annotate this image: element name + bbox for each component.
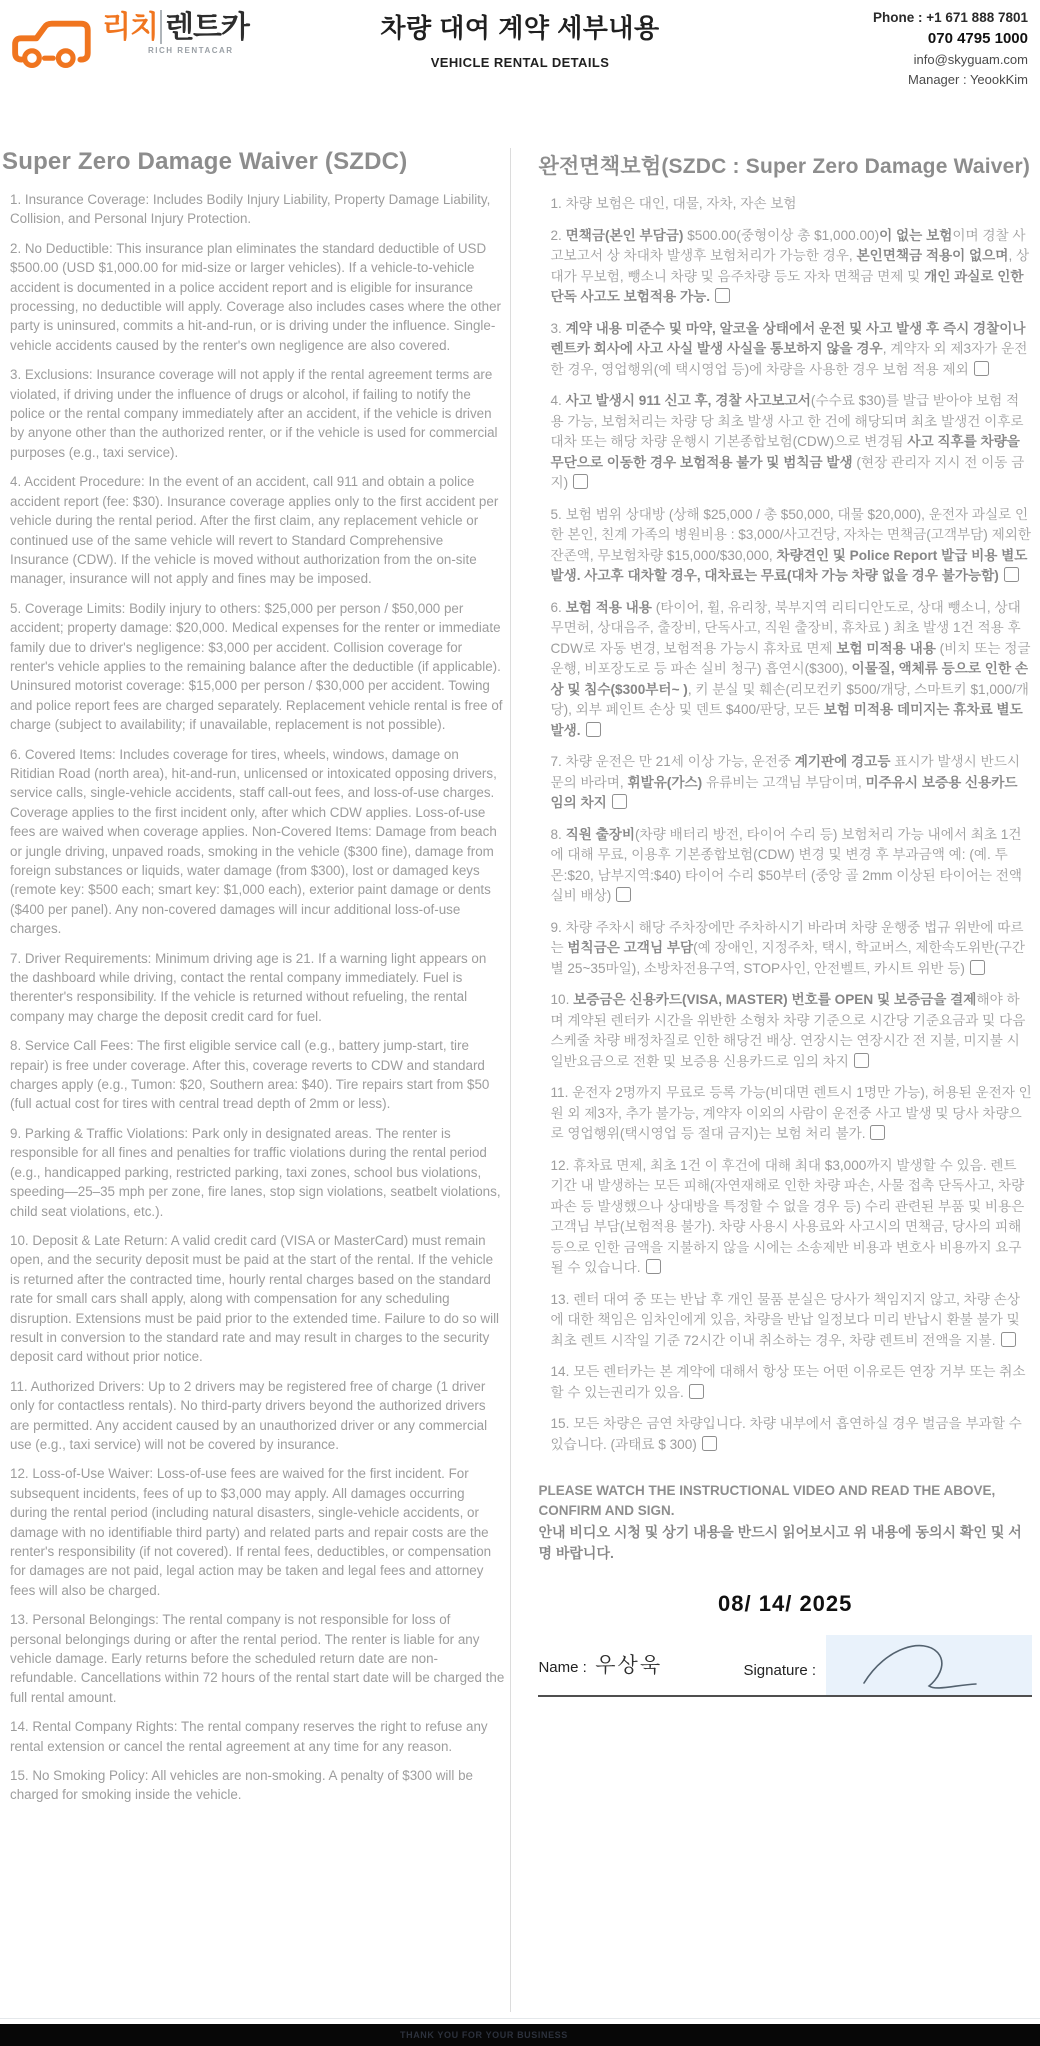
confirm-notice-english: PLEASE WATCH THE INSTRUCTIONAL VIDEO AND READ THE ABOVE, CONFIRM AND SIGN. (538, 1483, 996, 1518)
footer-bar (0, 2024, 1040, 2046)
terms-paragraph-en: 9. Parking & Traffic Violations: Park only in designated areas. The renter is responsible for all fines and penalties for traffic violations during the rental period (e.g., handicapped parking, restricted parking, taxi zones, school bus violations, speeding—25–35 mph per zone, fire lanes, stop sign violations, seatbelt violations, child seat violations, etc.). (10, 1125, 501, 1219)
terms-text-bold: 차량견인 및 Police Report 발급 비용 별도 발생. 사고후 대차할 경우, 대차료는 무료(대차 가능 차량 없을 경우 불가능함) (550, 547, 1028, 583)
agreement-checkbox[interactable] (970, 960, 985, 975)
terms-paragraph-en: 10. Deposit & Late Return: A valid credit card (VISA or MasterCard) must remain open, and the security deposit must be paid at the start of the rental. If the vehicle is returned after the contracted time, hourly rental charges based on the standard rate for small cars shall apply, along with compensation for any scheduling disruption. Extensions must be paid prior to the extended time. Failure to do so will result in conversion to the standard rate and may result in charges to the security deposit card without prior notice. (10, 1232, 500, 1365)
terms-paragraph-en: 12. Loss-of-Use Waiver: Loss-of-use fees are waived for the first incident. For subsequent incidents, fees of up to $3,000 may apply. All damages occurring during the rental period (including natural disasters, single-vehicle accidents, or damage with no identifiable third party) and related parts and repair costs are the renter's responsibility (if not covered). If rental fees, deductibles, or compensation for damages are not paid, legal action may be taken and legal fees and attorney fees will also be charged. (10, 1466, 492, 1598)
terms-paragraph-en: 5. Coverage Limits: Bodily injury to others: $25,000 per person / $50,000 per accident; property damage: $20,000. Medical expenses for the renter or immediate family due to driver's negligence: $3,000 per accident. Collision coverage for renter's vehicle applies to the remaining balance after the deductible (if applicable). Uninsured motorist coverage: $15,000 per person / $30,000 per accident. Towing and police report fees are charged separately. Replacement vehicle rental is free of charge (subject to availability; if unavailable, replacement is not possible). (10, 600, 503, 733)
terms-item-ko (550, 505, 1032, 587)
terms-text: , 키 분실 및 훼손(리모컨키 $500/개당, 스마트키 $1,000/개당), 외부 페인트 손상 및 덴트 $400/판당, 모든 (550, 681, 1029, 717)
document-title-korean: 차량 대여 계약 세부내용 (380, 13, 660, 43)
document-title-block (310, 8, 730, 70)
terms-item-ko (550, 391, 1032, 494)
terms-text: (현장 관리자 지시 전 이동 금지) (550, 454, 1025, 490)
terms-item-ko (550, 194, 1032, 215)
terms-paragraph-en: 1. Insurance Coverage: Includes Bodily Injury Liability, Property Damage Liability, Collision, and Personal Injury Protection. (10, 192, 491, 227)
confirm-notice-korean: 안내 비디오 시청 및 상기 내용을 반드시 읽어보시고 위 내용에 동의시 확인 및 서명 바랍니다. (538, 1524, 1022, 1561)
terms-text-bold: 보험 미적용 내용 (836, 640, 936, 656)
terms-text: (차량 배터리 방전, 타이어 수리 등) 보험처리 가능 내에서 최초 1건에 대해 무료, 이용후 기본종합보험(CDW) 변경 및 변경 후 부과금액 예: (예. 투몬:$20, 남부지역:$40) 타이어 수리 $50부터 (중앙 골 2mm 이상된 타이어는 전액 실비 배상) (550, 826, 1023, 903)
terms-paragraph-en: 15. No Smoking Policy: All vehicles are non-smoking. A penalty of $300 will be charged for smoking inside the vehicle. (10, 1768, 473, 1803)
footer-text: THANK YOU FOR YOUR BUSINESS (400, 2030, 568, 2040)
english-terms-heading: Super Zero Damage Waiver (SZDC) (2, 148, 408, 175)
phone-primary: Phone : +1 671 888 7801 (873, 10, 1028, 25)
terms-text: 2. (550, 227, 566, 243)
terms-item-ko (550, 1083, 1032, 1145)
terms-text: 15. 모든 차량은 금연 차량입니다. 차량 내부에서 흡연하실 경우 벌금을 부과할 수 있습니다. (과태료 $ 300) (550, 1416, 1022, 1452)
agreement-checkbox[interactable] (974, 361, 989, 376)
terms-item-ko (550, 226, 1032, 308)
terms-text: 4. (550, 393, 566, 408)
agreement-checkbox[interactable] (689, 1384, 704, 1399)
agreement-checkbox[interactable] (854, 1053, 869, 1068)
terms-text-bold: 범칙금은 고객님 부담 (567, 940, 694, 955)
terms-item-ko (550, 319, 1032, 381)
korean-terms-section (511, 148, 1040, 2012)
terms-text-bold: 이물질, 액체류 등으로 인한 손상 및 침수($300부터~ ) (550, 661, 1028, 697)
agreement-checkbox[interactable] (702, 1436, 717, 1451)
logo-separator (160, 10, 162, 44)
terms-text-bold: 계약 내용 미준수 및 마약, 알코올 상태에서 운전 및 사고 발생 후 즉시 경찰이나 렌트카 회사에 사고 사실 발생 사실을 통보하지 않을 경우 (550, 320, 1026, 356)
logo-text (102, 10, 249, 55)
agreement-checkbox[interactable] (586, 722, 601, 737)
terms-text-bold: 사고 직후를 차량을 무단으로 이동한 경우 보험적용 불가 및 범칙금 발생 (550, 434, 1020, 470)
terms-text: 13. 렌터 대여 중 또는 반납 후 개인 물품 분실은 당사가 책임지지 않고, 차량 손상에 대한 책임은 임차인에게 있음, 차량을 반납 일정보다 미리 반납시 환불 불가 및 최초 렌트 시작일 기준 72시간 이내 취소하는 경우, 차량 렌트비 전액을 지불. (550, 1291, 1020, 1348)
agreement-checkbox[interactable] (715, 288, 730, 303)
signature-row (538, 1629, 1032, 1697)
terms-text-bold: 보험 적용 내용 (565, 599, 652, 615)
terms-text-bold: 이 없는 보험 (879, 227, 953, 243)
terms-text: 1. 차량 보험은 대인, 대물, 자차, 자손 보험 (550, 196, 797, 211)
document-title-english: VEHICLE RENTAL DETAILS (430, 55, 610, 70)
terms-item-ko (550, 752, 1032, 814)
terms-paragraph-en: 14. Rental Company Rights: The rental company reserves the right to refuse any rental extension or cancel the rental agreement at any time for any reason. (10, 1719, 488, 1754)
signature-pad[interactable] (826, 1635, 1032, 1695)
name-cell (538, 1649, 743, 1695)
phone-secondary: 070 4795 1000 (927, 30, 1028, 47)
english-terms-section (0, 148, 510, 2012)
terms-text: 8. (550, 826, 566, 842)
email-address: info@skyguam.com (913, 52, 1028, 67)
car-logo-icon (10, 14, 98, 70)
terms-text: , 계약자 외 제3자가 운전한 경우, 영업행위(예 택시영업 등)에 차량을 사용한 경우 보험 적용 제외 (550, 341, 1028, 377)
terms-item-ko (550, 918, 1032, 980)
agreement-checkbox[interactable] (616, 887, 631, 902)
terms-text-bold: 미주유시 보증용 신용카드 임의 차지 (550, 774, 1018, 810)
signature-cell (743, 1635, 1032, 1695)
agreement-checkbox[interactable] (870, 1125, 885, 1140)
agreement-checkbox[interactable] (612, 794, 627, 809)
terms-text: 7. 차량 운전은 만 21세 이상 가능, 운전중 (550, 754, 795, 769)
renter-name: 우상욱 (595, 1654, 663, 1677)
korean-terms-list (538, 194, 1032, 1455)
agreement-checkbox[interactable] (646, 1259, 661, 1274)
terms-text: 5. 보험 범위 상대방 (상해 $25,000 / 총 $50,000, 대물 $20,000), 운전자 과실로 인한 본인, 친계 가족의 병원비용 : $3,000/사고건당, 자차는 면책금(고객부담) 제외한 잔존액, 무보험차량 $15,000/$30,000, (550, 506, 1031, 563)
terms-item-ko (550, 825, 1032, 907)
korean-terms-heading: 완전면책보험(SZDC : Super Zero Damage Waiver) (538, 155, 1031, 178)
manager-name: Manager : YeookKim (908, 72, 1028, 87)
terms-text-bold: 직원 출장비 (565, 826, 636, 842)
terms-text-bold: 사고 발생시 911 신고 후, 경찰 사고보고서 (565, 393, 811, 408)
terms-text-bold: 개인 과실로 인한 단독 사고도 보험적용 가능. (550, 268, 1024, 304)
english-terms-list (2, 190, 504, 1805)
terms-item-ko (550, 1362, 1032, 1403)
terms-text: 3. (550, 320, 566, 336)
terms-text: 해야 하며 계약된 렌터카 시간을 위반한 소형차 차량 기준으로 시간당 기준요금과 및 다음 스케줄 차량 배정차질로 인한 해당건 배상. 연장시는 연장시간 전 지불, 미지불 시 일반요금으로 전환 및 보증용 신용카드로 임의 차지 (550, 992, 1026, 1069)
terms-text: , 상대가 무보험, 뺑소니 차량 및 음주차량 등도 자차 면책금 면제 및 (550, 248, 1030, 284)
terms-item-ko (550, 598, 1032, 742)
logo-text-dark: 렌트카 (164, 11, 249, 44)
terms-text: 표시가 발생시 반드시 문의 바라며, (550, 754, 1020, 790)
header (0, 0, 1040, 112)
terms-text: 14. 모든 렌터카는 본 계약에 대해서 항상 또는 어떤 이유로든 연장 거부 또는 취소할 수 있는권리가 있음. (550, 1364, 1026, 1400)
terms-paragraph-en: 2. No Deductible: This insurance plan eliminates the standard deductible of USD $500.00 (USD $1,000.00 for mid-size or larger vehicles). If a vehicle-to-vehicle accident is documented in a police accident report and is eligible for insurance processing, no deductible will apply. Coverage also includes cases where the other party is uninsured, commits a hit-and-run, or is driving under the influence. Single-vehicle accidents caused by the renter's own negligence are also covered. (10, 240, 502, 353)
terms-text: (타이어, 휠, 유리창, 북부지역 리티디안도로, 상대 뺑소니, 상대 무면허, 상대음주, 출장비, 단독사고, 직원 출장비, 휴차료 ) 최초 발생 1건 적용 후 CDW로 자동 변경, 보험적용 가능시 휴차료 면제 (550, 599, 1021, 656)
agreement-checkbox[interactable] (1001, 1332, 1016, 1347)
terms-text: 6. (550, 599, 566, 615)
terms-paragraph-en: 11. Authorized Drivers: Up to 2 drivers may be registered free of charge (1 driver only for contactless rentals). No third-party drivers beyond the authorized drivers are permitted. Any accident caused by an unauthorized driver or any commercial use (e.g., taxi service) will not be covered by insurance. (10, 1378, 488, 1452)
terms-text: 유류비는 고객님 부담이며, (702, 774, 866, 790)
agreement-checkbox[interactable] (1004, 567, 1019, 582)
terms-paragraph-en: 13. Personal Belongings: The rental company is not responsible for loss of personal belongings during or after the rental period. The renter is liable for any vehicle damage. Early returns before the scheduled return date are non-refundable. Cancellations within 72 hours of the rental start date will be charged the full rental amount. (10, 1612, 505, 1705)
contact-block (873, 8, 1028, 90)
terms-paragraph-en: 8. Service Call Fees: The first eligible service call (e.g., battery jump-start, tire repair) is free under coverage. After this, coverage reverts to CDW and standard charges apply (e.g., Tumon: $20, Southern area: $40). Tire repairs start from $50 (full actual cost for tires with central tread depth of 2mm or less). (10, 1038, 490, 1112)
terms-text: 11. 운전자 2명까지 무료로 등록 가능(비대면 렌트시 1명만 가능), 허용된 운전자 인원 외 제3자, 추가 불가능, 계약자 이외의 사람이 운전중 사고 발생 및 당사 차량으로 영업행위(택시영업 등 절대 금지)는 보험 처리 불가. (550, 1085, 1032, 1141)
contract-date: 08/ 14/ 2025 (718, 1591, 853, 1616)
logo-text-orange: 리치 (102, 11, 158, 44)
terms-text-bold: 본인면책금 적용이 없으며 (856, 248, 1009, 263)
terms-text: 10. (550, 992, 574, 1007)
terms-text-bold: 보증금은 신용카드(VISA, MASTER) 번호를 OPEN 및 보증금을 결제 (573, 992, 977, 1007)
logo-subtitle: RICH RENTACAR (148, 46, 234, 55)
terms-text-bold: 휘발유(가스) (627, 774, 703, 790)
company-logo (10, 10, 249, 70)
name-label: Name : (538, 1659, 587, 1676)
terms-item-ko (550, 1414, 1032, 1455)
terms-paragraph-en: 3. Exclusions: Insurance coverage will not apply if the rental agreement terms are violated, if driving under the influence of drugs or alcohol, if failing to notify the police or the rental company immediately after an accident, if the vehicle is driven by anyone other than the authorized renter, or if the vehicle is used for commercial purposes (e.g., taxi service). (10, 367, 498, 460)
terms-paragraph-en: 6. Covered Items: Includes coverage for tires, wheels, windows, damage on Ritidian Road (north area), hit-and-run, unlicensed or intoxicated opposing drivers, service calls, single-vehicle accidents, staff call-out fees, and loss-of-use charges. Coverage applies to the first incident only, after which CDW applies. Loss-of-use fees are waived when coverage applies. Non-Covered Items: Damage from beach or jungle driving, unpaved roads, smoking in the vehicle ($300 fine), damage from foreign substances or liquids, water damage (from $300), lost or damaged keys (remote key: $500 each; smart key: $1,000 each), exterior paint damage or dents ($400 per panel). Any non-covered damages will incur additional loss-of-use charges. (10, 746, 497, 937)
terms-item-ko (550, 1156, 1032, 1279)
terms-paragraph-en: 4. Accident Procedure: In the event of an accident, call 911 and obtain a police accident report (fee: $30). Insurance coverage applies only to the first accident per vehicle during the rental period. After the first claim, any replacement vehicle or continued use of the same vehicle will revert to Standard Comprehensive Insurance (CDW). If the vehicle is moved without authorization from the on-site manager, insurance will not apply and fines may be imposed. (10, 474, 499, 587)
terms-text-bold: 계기판에 경고등 (794, 754, 891, 769)
terms-text: (비치 또는 정글 운행, 비포장도로 등 파손 실비 청구) 흡연시($300), (550, 640, 1031, 676)
terms-text-bold: 면책금(본인 부담금) (565, 227, 684, 243)
terms-text: 9. 차량 주차시 해당 주차장에만 주차하시기 바라며 차량 운행중 법규 위반에 따르는 (550, 919, 1024, 955)
signature-label: Signature : (743, 1662, 816, 1679)
terms-text: 이며 경찰 사고보고서 상 차대차 발생후 보험처리가 가능한 경우, (550, 227, 1026, 263)
signature-stroke (826, 1635, 1032, 1695)
terms-paragraph-en: 7. Driver Requirements: Minimum driving age is 21. If a warning light appears on the dashboard while driving, contact the rental company immediately. Fuel is therenter's responsibility. If the vehicle is returned without refueling, the rental company may charge the deposit credit card for fuel. (10, 950, 487, 1024)
terms-text: (수수료 $30)를 발급 받아야 보험 적용 가능, 보험처리는 차량 당 최초 발생 사고 한 건에 해당되며 최초 발생건 이후로 대차 또는 해당 차량 운행시 기본종합보험(CDW)으로 변경됨 (550, 393, 1024, 449)
terms-text: (예 장애인, 지정주차, 택시, 학교버스, 제한속도위반(구간별 25~35마일), 소방차전용구역, STOP사인, 안전벨트, 카시트 위반 등) (550, 940, 1026, 976)
terms-text: 12. 휴차료 면제, 최초 1건 이 후건에 대해 최대 $3,000까지 발생할 수 있음. 렌트 기간 내 발생하는 모든 피해(자연재해로 인한 차량 파손, 사물 접촉 단독사고, 차량 파손 등 발생했으나 상대방을 특정할 수 없을 경우 등) 수리 관련된 부품 및 비용은 고객님 부담(보험적용 불가). 차량 사용시 사용료와 사고시의 면책금, 당사의 피해 등으로 인한 금액을 지불하지 않을 시에는 소송제반 비용과 변호사 비용까지 요구될 수 있습니다. (550, 1157, 1025, 1275)
terms-body (0, 112, 1040, 2012)
agreement-checkbox[interactable] (573, 474, 588, 489)
footer-rule (0, 2018, 1040, 2019)
terms-text: $500.00(중형이상 총 $1,000.00) (683, 227, 880, 243)
terms-item-ko (550, 1290, 1032, 1352)
terms-text-bold: 보험 미적용 데미지는 휴차료 별도 발생. (550, 702, 1023, 738)
terms-item-ko (550, 990, 1032, 1072)
